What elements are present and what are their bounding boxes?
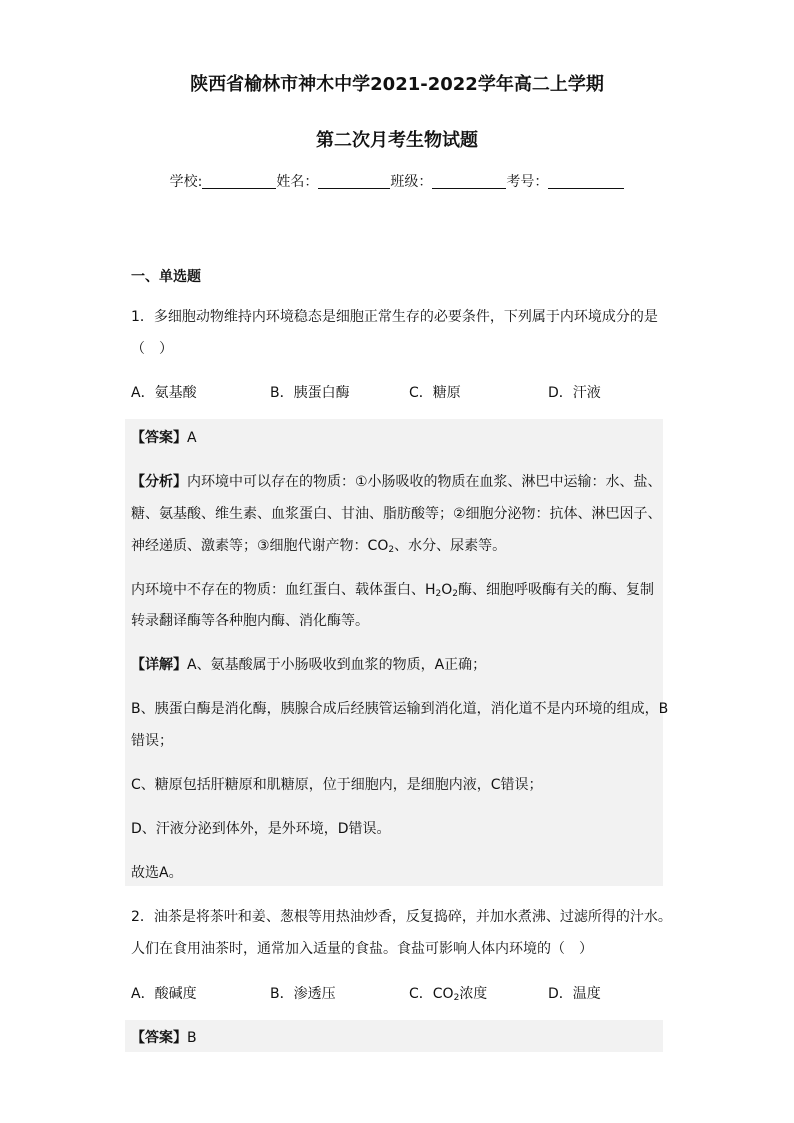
q1-detail-c: C、糖原包括肝糖原和肌糖原，位于细胞内，是细胞内液，C错误； <box>131 777 543 793</box>
q2-option-b: B．渗透压 <box>270 986 336 1002</box>
q1-detail-a: 【详解】A、氨基酸属于小肠吸收到血浆的物质，A正确； <box>131 657 487 673</box>
name-label: 姓名： <box>276 174 319 190</box>
exam-title: 陕西省榆林市神木中学2021-2022学年高二上学期 <box>190 74 604 95</box>
q2-option-a: A．酸碱度 <box>131 986 197 1002</box>
q1-detail-b: B、胰蛋白酶是消化酶，胰腺合成后经胰管运输到消化道，消化道不是内环境的组成，B <box>131 701 669 717</box>
student-info-row <box>0 171 794 191</box>
q1-option-c: C．糖原 <box>409 385 461 401</box>
q1-answer <box>131 427 197 447</box>
answer-value: B <box>187 1030 197 1046</box>
q1-option-a: A．氨基酸 <box>131 385 197 401</box>
analysis-text: 内环境中可以存在的物质：①小肠吸收的物质在血浆、淋巴中运输：水、盐、 <box>187 474 662 490</box>
q2-option-c: C．$CO_2$浓度 <box>409 986 488 1003</box>
detail-label: 【详解】 <box>131 657 187 673</box>
answer-label: 【答案】 <box>131 430 187 446</box>
class-blank[interactable] <box>432 174 506 189</box>
number-blank[interactable] <box>548 174 624 189</box>
q1-analysis-line4: 内环境中不存在的物质：血红蛋白、载体蛋白、$H_2O_2$酶、细胞呼吸酶有关的酶、复制 <box>131 582 655 599</box>
section-heading: 一、单选题 <box>131 269 201 285</box>
q1-option-d: D．汗液 <box>548 385 601 401</box>
school-blank[interactable] <box>202 174 276 189</box>
q1-conclusion: 故选A。 <box>131 865 183 881</box>
q2-answer-box <box>125 1020 663 1052</box>
answer-label: 【答案】 <box>131 1030 187 1046</box>
number-label: 考号： <box>506 174 549 190</box>
exam-subtitle: 第二次月考生物试题 <box>316 130 478 151</box>
q1-analysis-line2: 糖、氨基酸、维生素、血浆蛋白、甘油、脂肪酸等；②细胞分泌物：抗体、淋巴因子、 <box>131 506 662 522</box>
q2-option-d: D．温度 <box>548 986 601 1002</box>
q1-detail-d: D、汗液分泌到体外，是外环境，D错误。 <box>131 821 391 837</box>
q1-analysis-line3: 神经递质、激素等；③细胞代谢产物：$CO_2$、水分、尿素等。 <box>131 538 507 555</box>
q1-analysis-line5: 转录翻译酶等各种胞内酶、消化酶等。 <box>131 613 369 629</box>
name-blank[interactable] <box>318 174 390 189</box>
q2-stem-cont: 人们在食用油茶时，通常加入适量的食盐。食盐可影响人体内环境的（ ） <box>131 941 593 957</box>
q1-option-b: B．胰蛋白酶 <box>270 385 350 401</box>
analysis-label: 【分析】 <box>131 474 187 490</box>
q1-detail-b-cont: 错误； <box>131 733 173 749</box>
q1-stem-paren: （ ） <box>131 341 173 357</box>
school-label: 学校: <box>169 174 203 190</box>
q1-stem: 1．多细胞动物维持内环境稳态是细胞正常生存的必要条件，下列属于内环境成分的是 <box>131 309 658 325</box>
q2-stem: 2．油茶是将茶叶和姜、葱根等用热油炒香，反复捣碎，并加水煮沸、过滤所得的汁水。 <box>131 909 672 925</box>
answer-value: A <box>187 430 197 446</box>
q2-answer <box>131 1027 197 1047</box>
q1-analysis-line1 <box>131 471 662 491</box>
class-label: 班级： <box>390 174 433 190</box>
